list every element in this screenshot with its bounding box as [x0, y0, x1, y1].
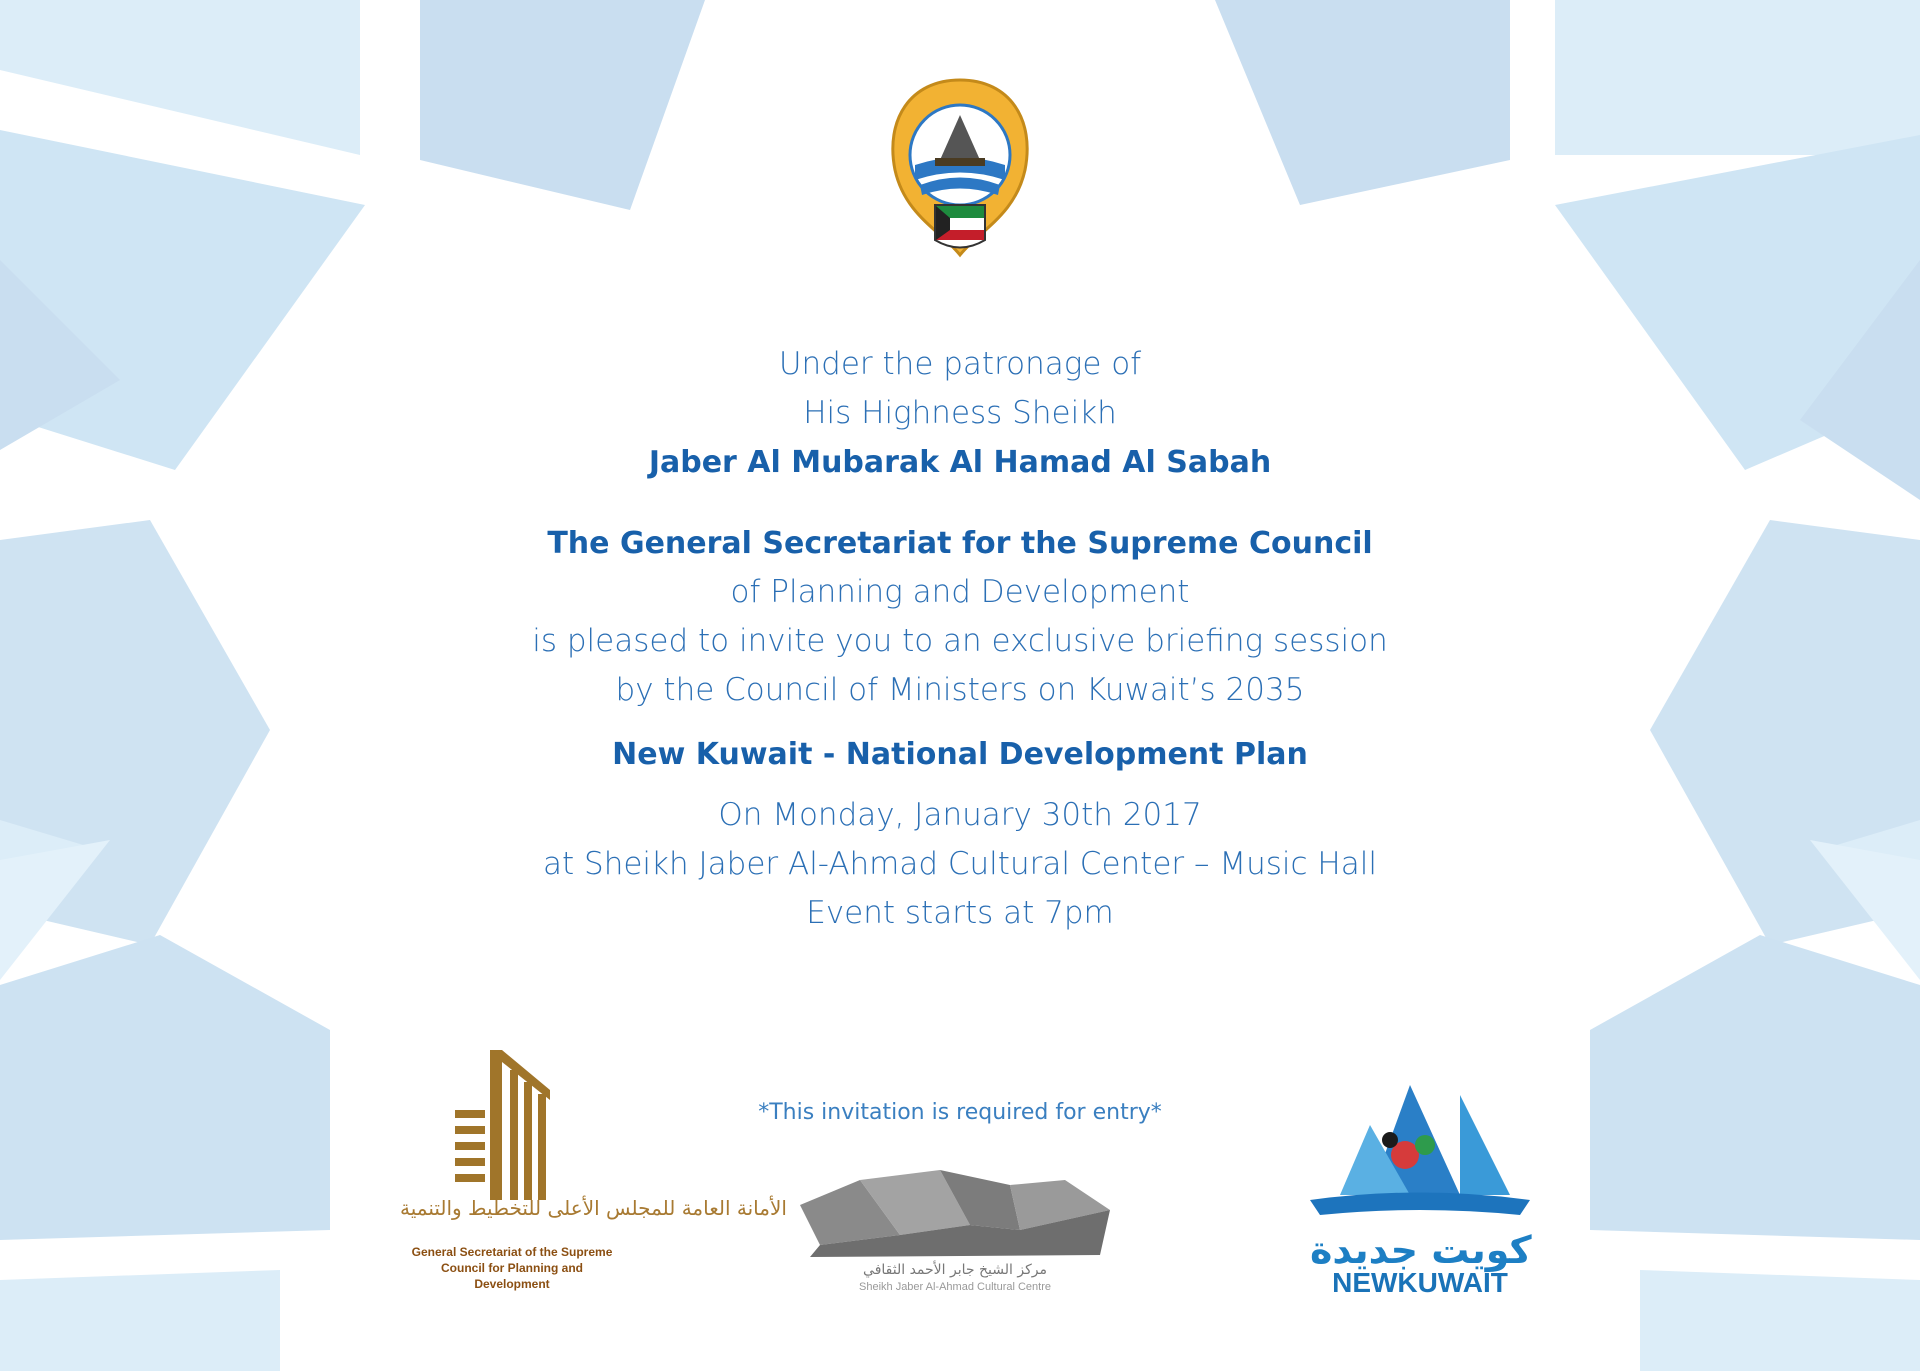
event-time: Event starts at 7pm: [806, 895, 1114, 931]
jaber-cultural-centre-logo: [800, 1165, 1120, 1260]
new-kuwait-english: NEWKUWAIT: [1332, 1267, 1508, 1298]
patronage-line: Under the patronage of: [778, 346, 1142, 382]
invitation-text: [460, 340, 1460, 938]
host-organization-cont: of Planning and Development: [730, 574, 1190, 610]
plan-title: New Kuwait - National Development Plan: [612, 737, 1308, 772]
new-kuwait-logo: [1310, 1085, 1530, 1225]
entry-note: *This invitation is required for entry*: [758, 1100, 1162, 1125]
invite-line: is pleased to invite you to an exclusive briefing session: [532, 623, 1388, 659]
jaber-english-name: Sheikh Jaber Al-Ahmad Cultural Centre: [859, 1281, 1051, 1293]
event-venue: at Sheikh Jaber Al-Ahmad Cultural Center – Music Hall: [543, 846, 1377, 882]
gs-arabic-name: الأمانة العامة للمجلس الأعلى للتخطيط والتنمية: [400, 1196, 787, 1220]
highness-line: His Highness Sheikh: [803, 395, 1117, 431]
jaber-arabic-name: مركز الشيخ جابر الأحمد الثقافي: [863, 1262, 1047, 1278]
council-line: by the Council of Ministers on Kuwait’s 2035: [615, 672, 1305, 708]
gs-english-name: General Secretariat of the Supreme Council for Planning and Development: [411, 1245, 613, 1291]
host-organization: The General Secretariat for the Supreme Council: [547, 526, 1373, 561]
kuwait-emblem-logo: [880, 70, 1040, 265]
general-secretariat-logo: [450, 1050, 560, 1200]
event-date: On Monday, January 30th 2017: [718, 797, 1202, 833]
patron-name: Jaber Al Mubarak Al Hamad Al Sabah: [648, 445, 1272, 480]
new-kuwait-arabic: كويت جديدة: [1310, 1228, 1532, 1272]
